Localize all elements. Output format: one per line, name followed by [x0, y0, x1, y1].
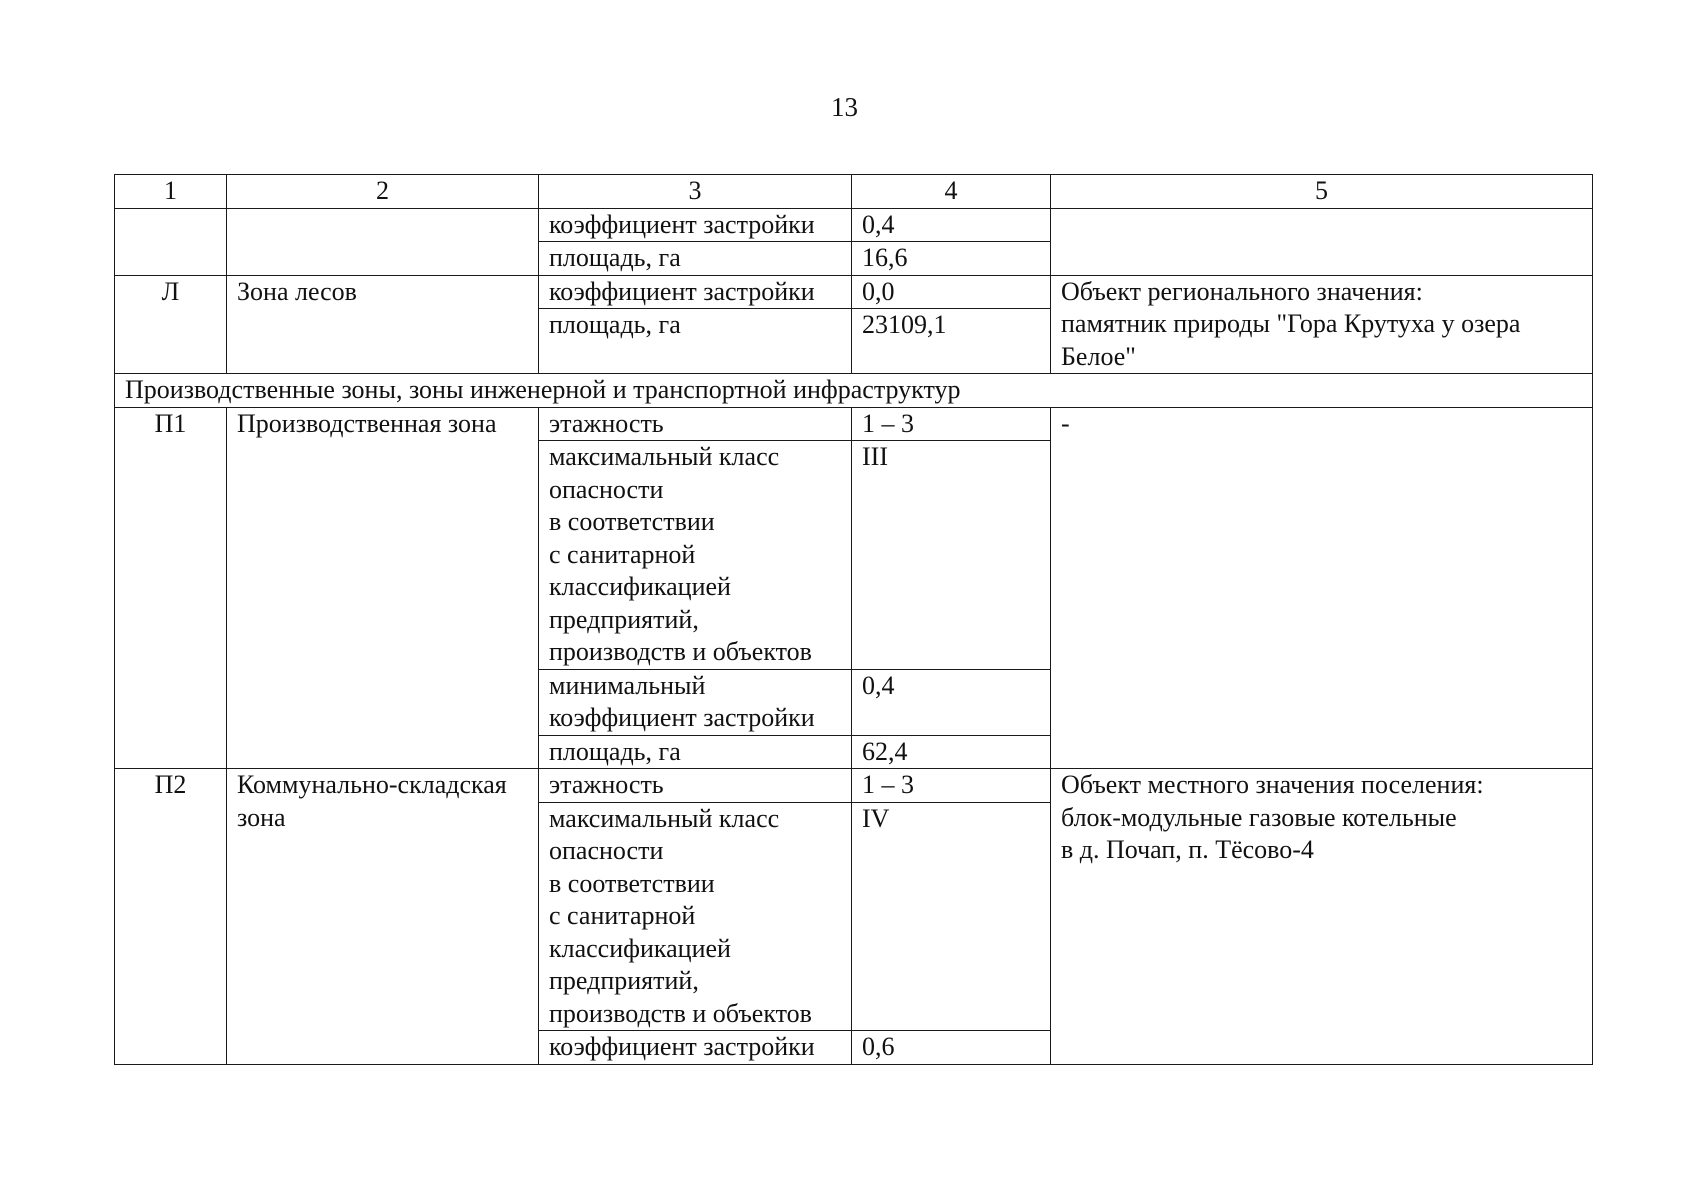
header-cell: 2 [227, 175, 539, 209]
table-row [115, 275, 1593, 309]
note-line: Объект местного значения поселения: [1061, 770, 1484, 799]
page-number: 13 [831, 92, 858, 122]
note-cell [1051, 275, 1593, 374]
param-line: коэффициент застройки [549, 703, 815, 732]
zone-name-line: Коммунально-складская [237, 770, 507, 799]
zone-name: Производственная зона [227, 407, 539, 769]
param-value: 23109,1 [852, 309, 1051, 374]
param-value: 0,6 [852, 1031, 1051, 1065]
param-line: предприятий, [549, 966, 699, 995]
param-name: площадь, га [539, 735, 852, 769]
param-value: 0,4 [852, 669, 1051, 735]
param-name: коэффициент застройки [539, 1031, 852, 1065]
header-cell: 5 [1051, 175, 1593, 209]
param-line: предприятий, [549, 604, 699, 634]
code-cell [115, 208, 227, 275]
param-name [539, 669, 852, 735]
param-name: этажность [539, 407, 852, 441]
param-line: классификацией [549, 933, 731, 963]
param-line: максимальный класс [549, 803, 780, 833]
table-row [115, 769, 1593, 803]
note-line: в д. Почап, п. Тёсово-4 [1061, 835, 1314, 864]
param-name [539, 441, 852, 670]
zone-code: П2 [115, 769, 227, 1065]
param-name: площадь, га [539, 242, 852, 276]
zone-name-cell [227, 208, 539, 275]
param-value: 1 – 3 [852, 407, 1051, 441]
param-line: максимальный класс [549, 442, 780, 471]
zone-code: Л [115, 275, 227, 374]
param-value: III [852, 441, 1051, 670]
param-line: производств и объектов [549, 998, 812, 1028]
param-name [539, 802, 852, 1031]
param-line: с санитарной [549, 901, 696, 930]
note-cell: - [1051, 407, 1593, 769]
param-line: производств и объектов [549, 637, 812, 666]
param-name: коэффициент застройки [539, 208, 852, 242]
note-line: Белое" [1061, 341, 1136, 371]
param-value: 0,0 [852, 275, 1051, 309]
note-line: блок-модульные газовые котельные [1061, 802, 1457, 832]
param-line: в соответствии [549, 507, 715, 536]
param-line: классификацией [549, 572, 731, 601]
param-value: 1 – 3 [852, 769, 1051, 803]
zone-code: П1 [115, 407, 227, 769]
note-line: Объект регионального значения: [1061, 276, 1423, 306]
note-cell [1051, 769, 1593, 1065]
header-cell: 1 [115, 175, 227, 209]
table-row [115, 407, 1593, 441]
param-value: 0,4 [852, 208, 1051, 242]
zone-name-line: зона [237, 802, 286, 832]
param-line: минимальный [549, 670, 706, 700]
zones-table [114, 174, 1593, 1065]
param-line: опасности [549, 836, 664, 865]
param-value: 62,4 [852, 735, 1051, 769]
zone-name [227, 769, 539, 1065]
table-row [115, 208, 1593, 242]
param-value: IV [852, 802, 1051, 1031]
section-title: Производственные зоны, зоны инженерной и транспортной инфраструктур [115, 374, 1593, 408]
param-name: этажность [539, 769, 852, 803]
table-header-row [115, 175, 1593, 209]
section-row [115, 374, 1593, 408]
note-line: памятник природы "Гора Крутуха у озера [1061, 309, 1521, 338]
header-cell: 4 [852, 175, 1051, 209]
param-line: с санитарной [549, 539, 696, 569]
zone-name: Зона лесов [227, 275, 539, 374]
param-value: 16,6 [852, 242, 1051, 276]
param-name: площадь, га [539, 309, 852, 374]
header-cell: 3 [539, 175, 852, 209]
note-cell [1051, 208, 1593, 275]
param-line: опасности [549, 474, 664, 504]
param-name: коэффициент застройки [539, 275, 852, 309]
param-line: в соответствии [549, 868, 715, 898]
